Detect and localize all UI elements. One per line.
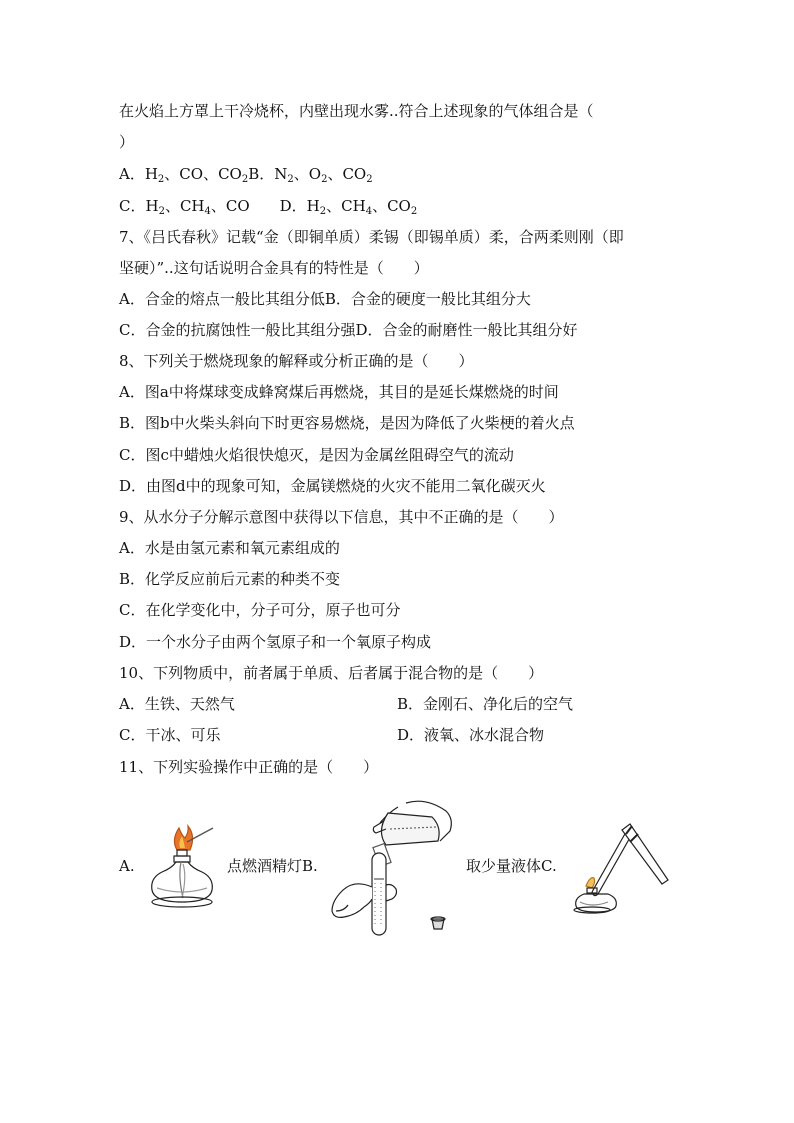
q7-stem-line2: 坚硬）”..这句话说明合金具有的特性是（ ） — [119, 259, 429, 277]
q10-stem: 10、下列物质中，前者属于单质、后者属于混合物的是（ ） — [119, 664, 544, 682]
pouring-liquid-figure — [328, 795, 460, 937]
q7-options-cd: C．合金的抗腐蚀性一般比其组分强D．合金的耐磨性一般比其组分好 — [119, 321, 578, 339]
q7-options-ab: A．合金的熔点一般比其组分低B．合金的硬度一般比其组分大 — [119, 290, 531, 308]
q8-option-c: C．图c中蜡烛火焰很快熄灭，是因为金属丝阻碍空气的流动 — [119, 446, 514, 464]
alcohol-lamp-figure — [143, 822, 223, 914]
q8-option-b: B．图b中火柴头斜向下时更容易燃烧，是因为降低了火柴梗的着火点 — [119, 414, 575, 432]
q11-stem: 11、下列实验操作中正确的是（ ） — [119, 758, 379, 776]
q6-stem-line1: 在火焰上方罩上干冷烧杯，内壁出现水雾..符合上述现象的气体组合是（ — [119, 102, 594, 120]
q9-option-c: C．在化学变化中，分子可分，原子也可分 — [119, 601, 401, 619]
q6-stem-line2: ） — [119, 133, 135, 151]
q10-option-c: C．干冰、可乐 — [119, 726, 221, 744]
q8-option-a: A．图a中将煤球变成蜂窝煤后再燃烧，其目的是延长煤燃烧的时间 — [119, 383, 559, 401]
q6-options-cd: C．$H_2$、$CH_4$、CO D．$H_2$、$CH_4$、$CO_2$ — [119, 197, 418, 217]
q10-option-d: D．液氧、冰水混合物 — [397, 726, 545, 744]
q11-label-a: A. — [119, 857, 135, 875]
q8-stem: 8、下列关于燃烧现象的解释或分析正确的是（ ） — [119, 352, 474, 370]
q9-option-d: D．一个水分子由两个氢原子和一个氧原子构成 — [119, 633, 432, 651]
q8-option-d: D．由图d中的现象可知，金属镁燃烧的火灾不能用二氧化碳灭火 — [119, 477, 546, 495]
heating-test-tube-figure — [570, 822, 672, 914]
q10-option-a: A．生铁、天然气 — [119, 695, 235, 713]
q11-caption-a: 点燃酒精灯B. — [227, 857, 318, 875]
q9-option-b: B．化学反应前后元素的种类不变 — [119, 570, 341, 588]
q9-option-a: A．水是由氢元素和氧元素组成的 — [119, 539, 340, 557]
q7-stem-line1: 7、《吕氏春秋》记载“金（即铜单质）柔锡（即锡单质）柔，合两柔则刚（即 — [119, 228, 624, 246]
q11-caption-b: 取少量液体C. — [466, 857, 557, 875]
q10-option-b: B．金刚石、净化后的空气 — [397, 695, 574, 713]
q9-stem: 9、从水分子分解示意图中获得以下信息，其中不正确的是（ ） — [119, 508, 564, 526]
q6-options-ab: A．$H_2$、CO、$CO_2B$．$N_2$、$O_2$、$CO_2$ — [119, 165, 373, 185]
